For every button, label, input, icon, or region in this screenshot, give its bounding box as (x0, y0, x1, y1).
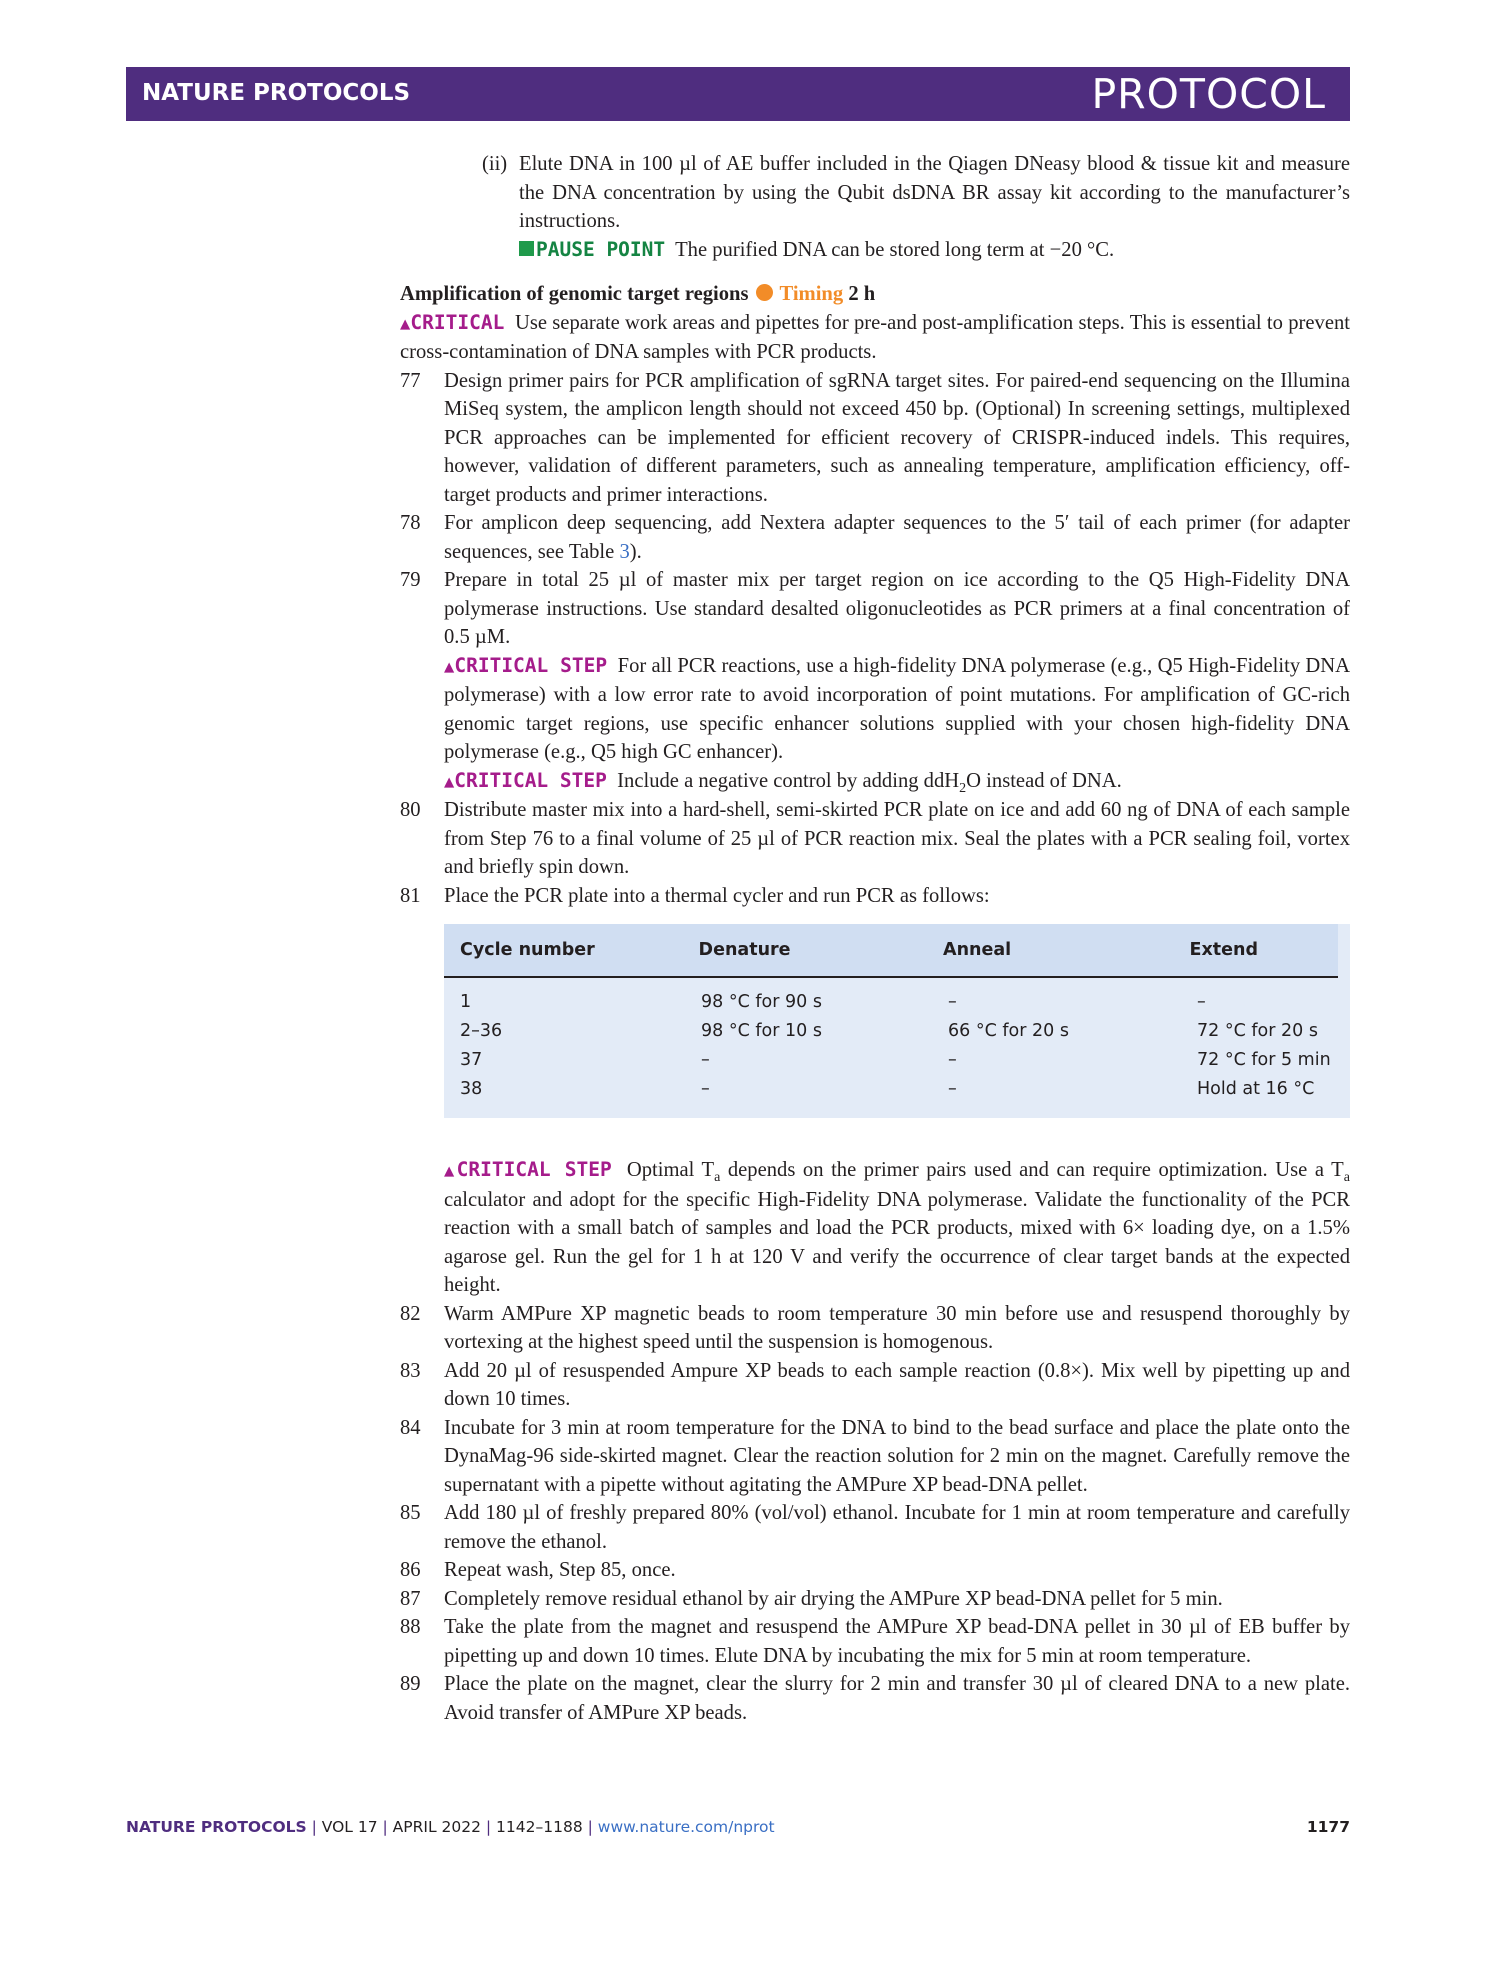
table-row: 1 98 °C for 90 s – – (460, 992, 1206, 1013)
timing-clock-icon (756, 284, 773, 301)
section-title: Amplification of genomic target regions (400, 283, 749, 305)
step-number: 87 (400, 1587, 421, 1610)
header-extend: Extend (1189, 939, 1258, 960)
step-86 (400, 1556, 1350, 1585)
step-78: 78 For amplicon deep sequencing, add Nextera adapter sequences to the 5′ tail of each primer (for adapter sequences, see Table 3). (400, 509, 1350, 566)
step-text: Add 180 µl of freshly prepared 80% (vol/vol) ethanol. Incubate for 1 min at room temperature and carefully remove the ethanol. (444, 1502, 1350, 1553)
step-text: For amplicon deep sequencing, add Nextera adapter sequences to the 5′ tail of each primer (for adapter sequences, see Table (444, 512, 1350, 563)
section-heading (400, 280, 1350, 309)
critical-label: ▲CRITICAL (400, 310, 505, 334)
step-text: Warm AMPure XP magnetic beads to room temperature 30 min before use and resuspend thoroughly by vortexing at the highest speed until the suspension is homogenous. (444, 1302, 1350, 1353)
critical-step-label: ▲CRITICAL STEP (444, 768, 607, 792)
critical-step-79b: ▲CRITICAL STEP Include a negative control by adding ddH$_2$O instead of DNA. (444, 768, 1122, 796)
step-text: Add 20 µl of resuspended Ampure XP beads to each sample reaction (0.8×). Mix well by pipetting up and down 10 times. (444, 1359, 1350, 1410)
step-84 (400, 1414, 1350, 1500)
step-85 (400, 1499, 1350, 1556)
timing-value: 2 h (848, 283, 876, 305)
pause-point (400, 236, 1350, 265)
step-82 (400, 1300, 1350, 1357)
warning-triangle-icon: ▲ (444, 656, 455, 677)
table-body (444, 978, 1350, 1104)
step-text: Place the plate on the magnet, clear the slurry for 2 min and transfer 30 µl of cleared DNA to a new plate. Avoid transfer of AMPure XP beads. (444, 1673, 1350, 1724)
pcr-cycle-table (444, 924, 1350, 1118)
step-number: 77 (400, 369, 421, 392)
step-81 (400, 882, 1350, 911)
journal-header-bar (126, 67, 1350, 121)
protocol-body (400, 150, 1350, 1727)
table-row: 37 – – 72 °C for 5 min (460, 1050, 1331, 1071)
substep-text: Elute DNA in 100 µl of AE buffer included in the Qiagen DNeasy blood & tissue kit and measure the DNA concentration by using the Qubit dsDNA BR assay kit according to the manufacturer’s instructions. (519, 153, 1350, 232)
page-number: 1177 (1306, 1818, 1350, 1836)
step-text: Completely remove residual ethanol by air drying the AMPure XP bead-DNA pellet for 5 min. (444, 1587, 1223, 1610)
header-cycle-number: Cycle number (460, 939, 595, 960)
step-88 (400, 1613, 1350, 1670)
step-number: 80 (400, 799, 421, 821)
step-number: 89 (400, 1673, 421, 1695)
step-text: Repeat wash, Step 85, once. (444, 1559, 676, 1581)
pause-square-icon (519, 241, 534, 256)
table-row: 2–36 98 °C for 10 s 66 °C for 20 s 72 °C for 20 s (460, 1021, 1318, 1042)
step-number: 84 (400, 1416, 421, 1439)
warning-triangle-icon: ▲ (444, 1161, 457, 1181)
pause-point-text: The purified DNA can be stored long term at −20 °C. (675, 238, 1115, 261)
step-text: Take the plate from the magnet and resuspend the AMPure XP bead-DNA pellet in 30 µl of EB buffer by pipetting up and down 10 times. Elute DNA by incubating the mix for 5 min at room temperature. (444, 1616, 1350, 1667)
step-number: 88 (400, 1616, 421, 1638)
table-row: 38 – – Hold at 16 °C (460, 1079, 1315, 1100)
table-header-row (444, 924, 1338, 978)
step-number: 86 (400, 1559, 421, 1581)
critical-step-81: ▲CRITICAL STEP Optimal $T_a$ depends on the primer pairs used and can require optimization. Use a $T_a$ calculator and adopt for the specific High-Fidelity DNA polymerase. Validate the functionality of the PCR reaction with a small batch of samples and load the PCR products, mixed with 6× loading dye, on a 1.5% agarose gel. Run the gel for 1 h at 120 V and verify the occurrence of clear target bands at the expected height. (444, 1158, 1350, 1296)
step-text: Distribute master mix into a hard-shell, semi-skirted PCR plate on ice and add 60 ng of DNA of each sample from Step 76 to a final volume of 25 µl of PCR reaction mix. Seal the plates with a PCR sealing foil, vortex and briefly spin down. (444, 799, 1350, 878)
substep-ii (400, 150, 1350, 236)
footer-url-link[interactable]: www.nature.com/nprot (597, 1818, 775, 1836)
article-type-label: PROTOCOL (1091, 70, 1326, 118)
step-77 (400, 367, 1350, 510)
table-3-link[interactable]: 3 (619, 540, 630, 563)
step-text: Incubate for 3 min at room temperature for the DNA to bind to the bead surface and place the plate onto the DynaMag-96 side-skirted magnet. Clear the reaction solution for 2 min on the magnet. Carefully remove the supernatant with a pipette without agitating the AMPure XP bead-DNA pellet. (444, 1416, 1350, 1496)
header-anneal: Anneal (943, 939, 1012, 960)
warning-triangle-icon: ▲ (444, 771, 455, 792)
footer-journal: NATURE PROTOCOLS (126, 1818, 307, 1836)
critical-step-label: ▲CRITICAL STEP (444, 1158, 612, 1181)
step-87 (400, 1585, 1350, 1614)
critical-text: Use separate work areas and pipettes for pre-and post-amplification steps. This is essential to prevent cross-contamination of DNA samples with PCR products. (400, 311, 1351, 363)
step-83 (400, 1357, 1350, 1414)
step-text: Place the PCR plate into a thermal cycler and run PCR as follows: (444, 884, 990, 907)
footer-volume: VOL 17 (321, 1818, 378, 1836)
step-number: 83 (400, 1359, 421, 1382)
step-number: 85 (400, 1502, 421, 1524)
warning-triangle-icon: ▲ (400, 313, 411, 334)
step-text: Design primer pairs for PCR amplification of sgRNA target sites. For paired-end sequencing on the Illumina MiSeq system, the amplicon length should not exceed 450 bp. (Optional) In screening settings, multiplexed PCR approaches can be implemented for efficient recovery of CRISPR-induced indels. This requires, however, validation of different parameters, such as annealing temperature, amplification efficiency, off-target products and primer interactions. (444, 369, 1350, 506)
journal-name: NATURE PROTOCOLS (142, 80, 411, 106)
critical-step-79a (400, 652, 1350, 767)
step-number: 78 (400, 512, 421, 534)
step-number: 79 (400, 569, 421, 591)
step-89 (400, 1670, 1350, 1727)
critical-step-label: ▲CRITICAL STEP (444, 653, 608, 677)
section-critical (400, 309, 1350, 367)
timing-label: Timing (779, 283, 844, 305)
step-number: 82 (400, 1302, 421, 1325)
pause-point-label: PAUSE POINT (536, 237, 666, 261)
step-80 (400, 796, 1350, 882)
header-denature: Denature (698, 939, 791, 960)
step-number: 81 (400, 884, 421, 907)
footer-date: APRIL 2022 (392, 1818, 481, 1836)
step-79 (400, 566, 1350, 652)
page-footer: NATURE PROTOCOLS | VOL 17 | APRIL 2022 | 1142–1188 | www.nature.com/nprot 1177 (126, 1818, 1350, 1836)
footer-pages: 1142–1188 (496, 1818, 583, 1836)
substep-number: (ii) (482, 153, 508, 175)
critical-step-text: For all PCR reactions, use a high-fidelity DNA polymerase (e.g., Q5 High-Fidelity DNA polymerase) with a low error rate to avoid incorporation of point mutations. For amplification of GC-rich genomic target regions, use specific enhancer solutions supplied with your chosen high-fidelity DNA polymerase (e.g., Q5 high GC enhancer). (444, 654, 1351, 763)
step-text: Prepare in total 25 µl of master mix per target region on ice according to the Q5 High-Fidelity DNA polymerase instructions. Use standard desalted oligonucleotides as PCR primers at a final concentration of 0.5 µM. (444, 569, 1350, 648)
